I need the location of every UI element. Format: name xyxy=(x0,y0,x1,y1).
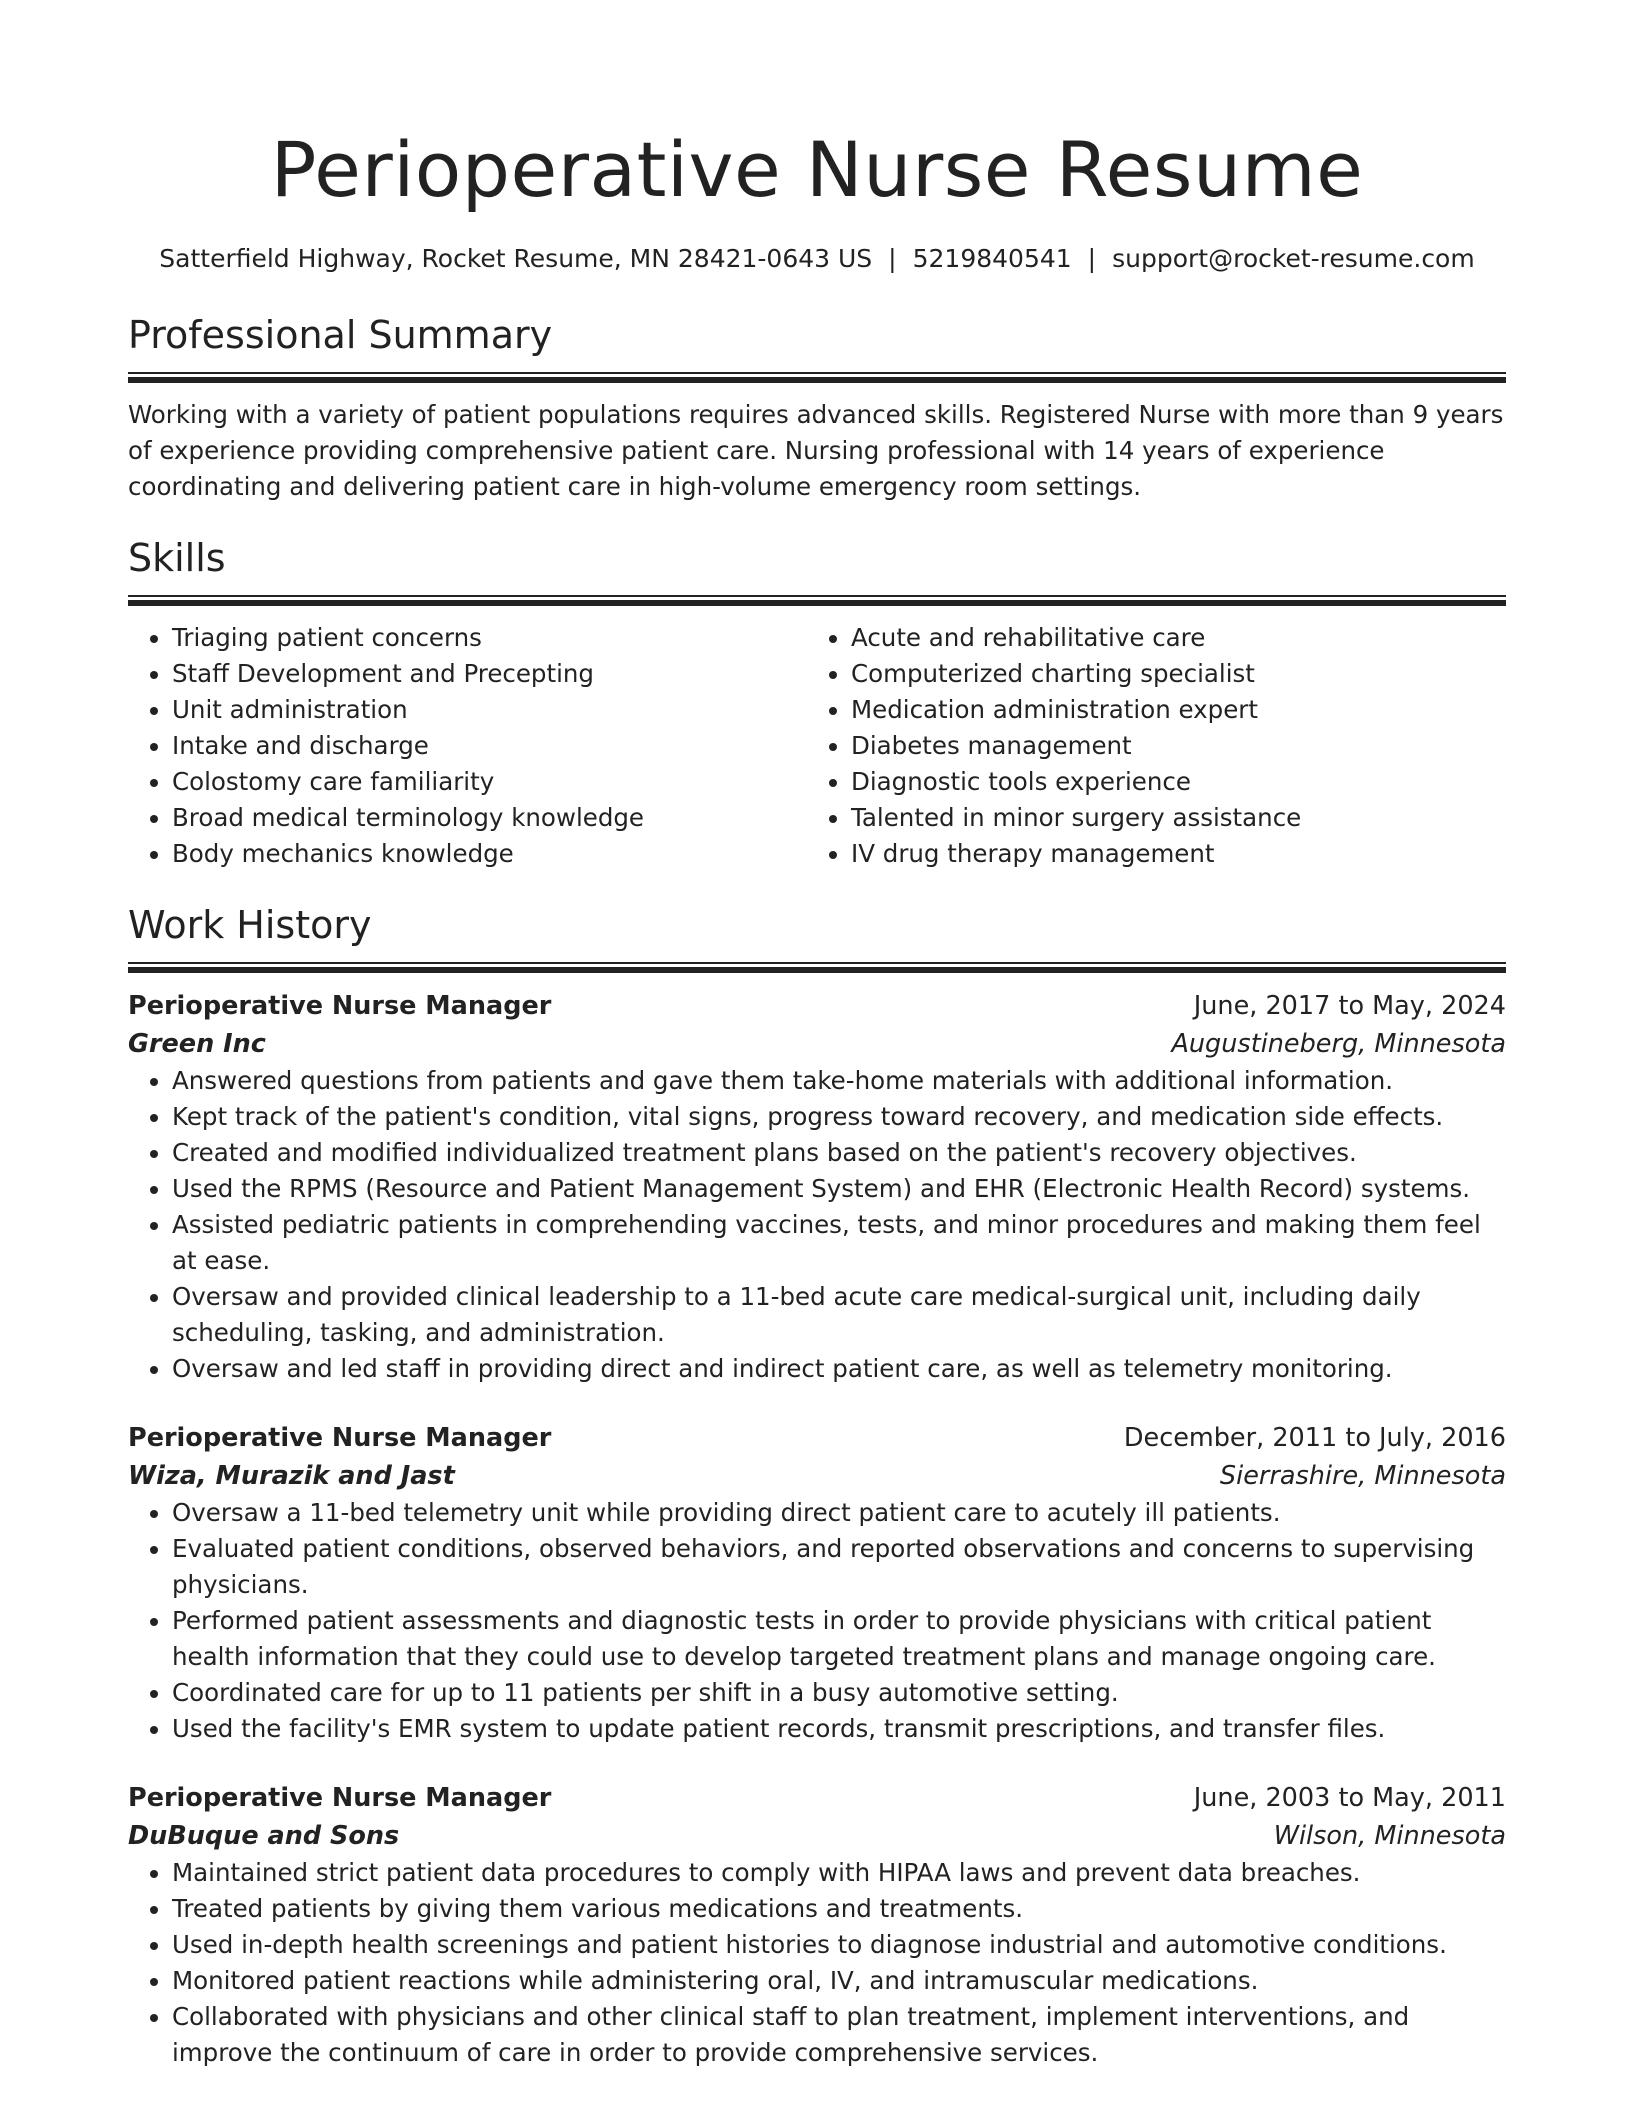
job-duty: • Created and modified individualized treatment plans based on the patient's recovery objectives. xyxy=(172,1135,1506,1171)
section-heading-skills: Skills xyxy=(128,536,226,580)
job-dates: December, 2011 to July, 2016 xyxy=(1123,1423,1506,1453)
work-history-section xyxy=(128,900,1506,2071)
job-company-row xyxy=(128,1457,1506,1495)
job-duty: • Coordinated care for up to 11 patients per shift in a busy automotive setting. xyxy=(172,1675,1506,1711)
summary-text: Working with a variety of patient populations requires advanced skills. Registered Nurse with more than 9 years of experience providing comprehensive patient care. Nursing professional with 14 years of experience coordinating and delivering patient care in high-volume emergency room settings. xyxy=(128,400,1504,501)
skills-column-right xyxy=(807,620,1486,872)
skill-item: • IV drug therapy management xyxy=(851,836,1486,872)
skill-item: • Unit administration xyxy=(172,692,807,728)
job-duty: • Used the facility's EMR system to update patient records, transmit prescriptions, and transfer files. xyxy=(172,1711,1506,1747)
job-company-row xyxy=(128,1025,1506,1063)
resume-page xyxy=(128,0,1506,2071)
job-duty: • Used the RPMS (Resource and Patient Management System) and EHR (Electronic Health Record) systems. xyxy=(172,1171,1506,1207)
job-company: Green Inc xyxy=(128,1029,266,1059)
job-duties-list xyxy=(128,1063,1506,1387)
job-duty: • Collaborated with physicians and other clinical staff to plan treatment, implement interventions, and improve the continuum of care in order to provide comprehensive services. xyxy=(172,1999,1506,2071)
job-duty: • Used in-depth health screenings and patient histories to diagnose industrial and automotive conditions. xyxy=(172,1927,1506,1963)
skill-item: • Broad medical terminology knowledge xyxy=(172,800,807,836)
job-company: Wiza, Murazik and Jast xyxy=(128,1461,455,1491)
job-title: Perioperative Nurse Manager xyxy=(128,991,552,1021)
contact-separator: | xyxy=(888,244,897,273)
skill-item: • Acute and rehabilitative care xyxy=(851,620,1486,656)
job-header-row xyxy=(128,1779,1506,1817)
summary-section xyxy=(128,310,1506,505)
skill-item: • Colostomy care familiarity xyxy=(172,764,807,800)
job-header-row xyxy=(128,1419,1506,1457)
skill-item: • Medication administration expert xyxy=(851,692,1486,728)
job-entry xyxy=(128,987,1506,1387)
job-duty: • Oversaw a 11-bed telemetry unit while providing direct patient care to acutely ill patients. xyxy=(172,1495,1506,1531)
section-divider xyxy=(128,595,1506,606)
job-duty: • Maintained strict patient data procedures to comply with HIPAA laws and prevent data breaches. xyxy=(172,1855,1506,1891)
section-divider xyxy=(128,372,1506,383)
section-heading-work-history: Work History xyxy=(128,903,372,947)
job-dates: June, 2003 to May, 2011 xyxy=(1193,1783,1506,1813)
job-duty: • Oversaw and provided clinical leadership to a 11-bed acute care medical-surgical unit, including daily scheduling, tasking, and administration. xyxy=(172,1279,1506,1351)
skill-item: • Body mechanics knowledge xyxy=(172,836,807,872)
skill-item: • Staff Development and Precepting xyxy=(172,656,807,692)
job-company-row xyxy=(128,1817,1506,1855)
job-title: Perioperative Nurse Manager xyxy=(128,1783,552,1813)
job-duty: • Kept track of the patient's condition, vital signs, progress toward recovery, and medication side effects. xyxy=(172,1099,1506,1135)
job-duty: • Monitored patient reactions while administering oral, IV, and intramuscular medications. xyxy=(172,1963,1506,1999)
contact-email: support@rocket-resume.com xyxy=(1112,244,1475,273)
contact-separator: | xyxy=(1087,244,1097,273)
job-duty: • Evaluated patient conditions, observed behaviors, and reported observations and concerns to supervising physicians. xyxy=(172,1531,1506,1603)
job-location: Wilson, Minnesota xyxy=(1273,1821,1506,1851)
skills-section xyxy=(128,533,1506,872)
job-entry xyxy=(128,1419,1506,1747)
job-duty: • Oversaw and led staff in providing direct and indirect patient care, as well as telemetry monitoring. xyxy=(172,1351,1506,1387)
job-duties-list xyxy=(128,1855,1506,2071)
job-title: Perioperative Nurse Manager xyxy=(128,1423,552,1453)
job-duties-list xyxy=(128,1495,1506,1747)
contact-line xyxy=(128,242,1506,276)
job-duty: • Answered questions from patients and gave them take-home materials with additional information. xyxy=(172,1063,1506,1099)
skill-item: • Intake and discharge xyxy=(172,728,807,764)
job-location: Sierrashire, Minnesota xyxy=(1219,1461,1506,1491)
resume-title: Perioperative Nurse Resume xyxy=(270,125,1364,214)
job-entry xyxy=(128,1779,1506,2071)
section-heading-summary: Professional Summary xyxy=(128,313,553,357)
job-duty: • Performed patient assessments and diagnostic tests in order to provide physicians with critical patient health information that they could use to develop targeted treatment plans and manage ongoing care. xyxy=(172,1603,1506,1675)
skill-item: • Computerized charting specialist xyxy=(851,656,1486,692)
section-divider xyxy=(128,962,1506,973)
skill-item: • Diagnostic tools experience xyxy=(851,764,1486,800)
job-dates: June, 2017 to May, 2024 xyxy=(1193,991,1506,1021)
job-duty: • Treated patients by giving them various medications and treatments. xyxy=(172,1891,1506,1927)
contact-phone: 5219840541 xyxy=(912,244,1072,273)
skills-list-right xyxy=(807,620,1486,872)
skills-grid xyxy=(128,620,1506,872)
skills-list-left xyxy=(128,620,807,872)
skill-item: • Triaging patient concerns xyxy=(172,620,807,656)
job-duty: • Assisted pediatric patients in comprehending vaccines, tests, and minor procedures and making them feel at ease. xyxy=(172,1207,1506,1279)
job-location: Augustineberg, Minnesota xyxy=(1171,1029,1506,1059)
skills-column-left xyxy=(128,620,807,872)
skill-item: • Diabetes management xyxy=(851,728,1486,764)
job-header-row xyxy=(128,987,1506,1025)
job-company: DuBuque and Sons xyxy=(128,1821,400,1851)
contact-address: Satterfield Highway, Rocket Resume, MN 28421-0643 US xyxy=(159,244,873,273)
skill-item: • Talented in minor surgery assistance xyxy=(851,800,1486,836)
